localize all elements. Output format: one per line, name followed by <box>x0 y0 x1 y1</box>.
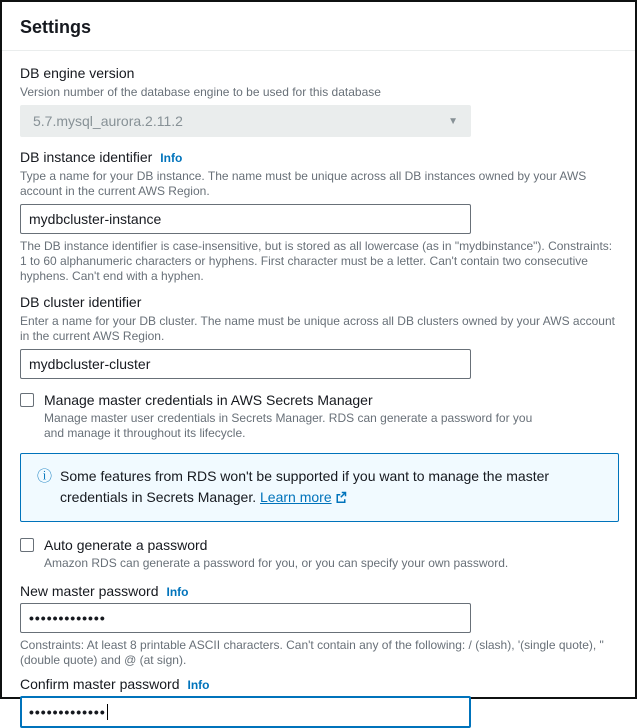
new-master-password-input[interactable] <box>20 603 471 633</box>
new-master-password-constraints: Constraints: At least 8 printable ASCII characters. Can't contain any of the following: / (slash), '(single quote), "(double quote) and @ (at sign). <box>20 638 604 667</box>
confirm-master-password-label-row <box>20 676 617 693</box>
new-master-password-info-link[interactable]: Info <box>166 585 189 599</box>
secrets-manager-option <box>20 391 617 441</box>
secrets-manager-checkbox-row[interactable] <box>20 391 617 409</box>
secrets-manager-description: Manage master user credentials in Secrets Manager. RDS can generate a password for you and manage it throughout its lifecycle. <box>44 411 533 440</box>
new-master-password-label: New master password <box>20 583 159 599</box>
external-link-icon <box>335 488 347 509</box>
db-instance-identifier-info-link[interactable]: Info <box>160 151 183 165</box>
auto-generate-option <box>20 536 617 571</box>
db-instance-identifier-constraints: The DB instance identifier is case-insensitive, but is stored as all lowercase (as in "mydbinstance"). Constraints: 1 to 60 alphanumeric characters or hyphens. First character must be a letter. Can't contain two consecutive hyphens. Can't end with a hyphen. <box>20 239 613 283</box>
auto-generate-description: Amazon RDS can generate a password for you, or you can specify your own password. <box>44 556 509 570</box>
page-title: Settings <box>20 17 92 37</box>
info-circle-icon: ⓘ <box>37 468 53 485</box>
text-cursor <box>107 704 108 720</box>
secrets-manager-checkbox[interactable] <box>20 393 34 407</box>
new-master-password-label-row <box>20 583 617 600</box>
db-engine-version-label: DB engine version <box>20 65 135 81</box>
panel-body <box>2 51 635 728</box>
confirm-master-password-info-link[interactable]: Info <box>187 678 210 692</box>
confirm-master-password-value: ••••••••••••• <box>29 704 106 720</box>
alert-text <box>60 466 600 509</box>
auto-generate-checkbox-row[interactable] <box>20 536 617 554</box>
db-instance-identifier-description: Type a name for your DB instance. The name must be unique across all DB instances owned by your AWS account in the current AWS Region. <box>20 169 587 198</box>
db-engine-version-select <box>20 105 471 137</box>
panel-header <box>2 2 635 51</box>
db-cluster-identifier-description: Enter a name for your DB cluster. The name must be unique across all DB clusters owned by your AWS account in the current AWS Region. <box>20 314 615 343</box>
db-instance-identifier-label-row <box>20 149 617 166</box>
caret-down-icon: ▼ <box>448 115 458 127</box>
confirm-master-password-input[interactable] <box>20 696 471 728</box>
new-master-password-field <box>20 583 617 668</box>
db-engine-version-description: Version number of the database engine to be used for this database <box>20 85 381 99</box>
alert-message: Some features from RDS won't be supported if you want to manage the master credentials in Secrets Manager. <box>60 468 550 505</box>
db-cluster-identifier-field <box>20 294 617 379</box>
secrets-manager-info-alert <box>20 453 619 522</box>
db-engine-version-field <box>20 65 617 137</box>
confirm-master-password-field <box>20 676 617 728</box>
db-instance-identifier-field <box>20 149 617 284</box>
db-engine-version-label-row <box>20 65 617 82</box>
db-cluster-identifier-label: DB cluster identifier <box>20 294 142 310</box>
db-instance-identifier-label: DB instance identifier <box>20 149 153 165</box>
secrets-manager-checkbox-label: Manage master credentials in AWS Secrets Manager <box>44 392 373 408</box>
db-cluster-identifier-input[interactable] <box>20 349 471 379</box>
db-engine-version-selected-value: 5.7.mysql_aurora.2.11.2 <box>33 113 183 129</box>
auto-generate-checkbox[interactable] <box>20 538 34 552</box>
db-instance-identifier-input[interactable] <box>20 204 471 234</box>
confirm-master-password-label: Confirm master password <box>20 676 180 692</box>
learn-more-link[interactable]: Learn more <box>260 489 347 505</box>
auto-generate-checkbox-label: Auto generate a password <box>44 537 208 553</box>
db-cluster-identifier-label-row <box>20 294 617 311</box>
